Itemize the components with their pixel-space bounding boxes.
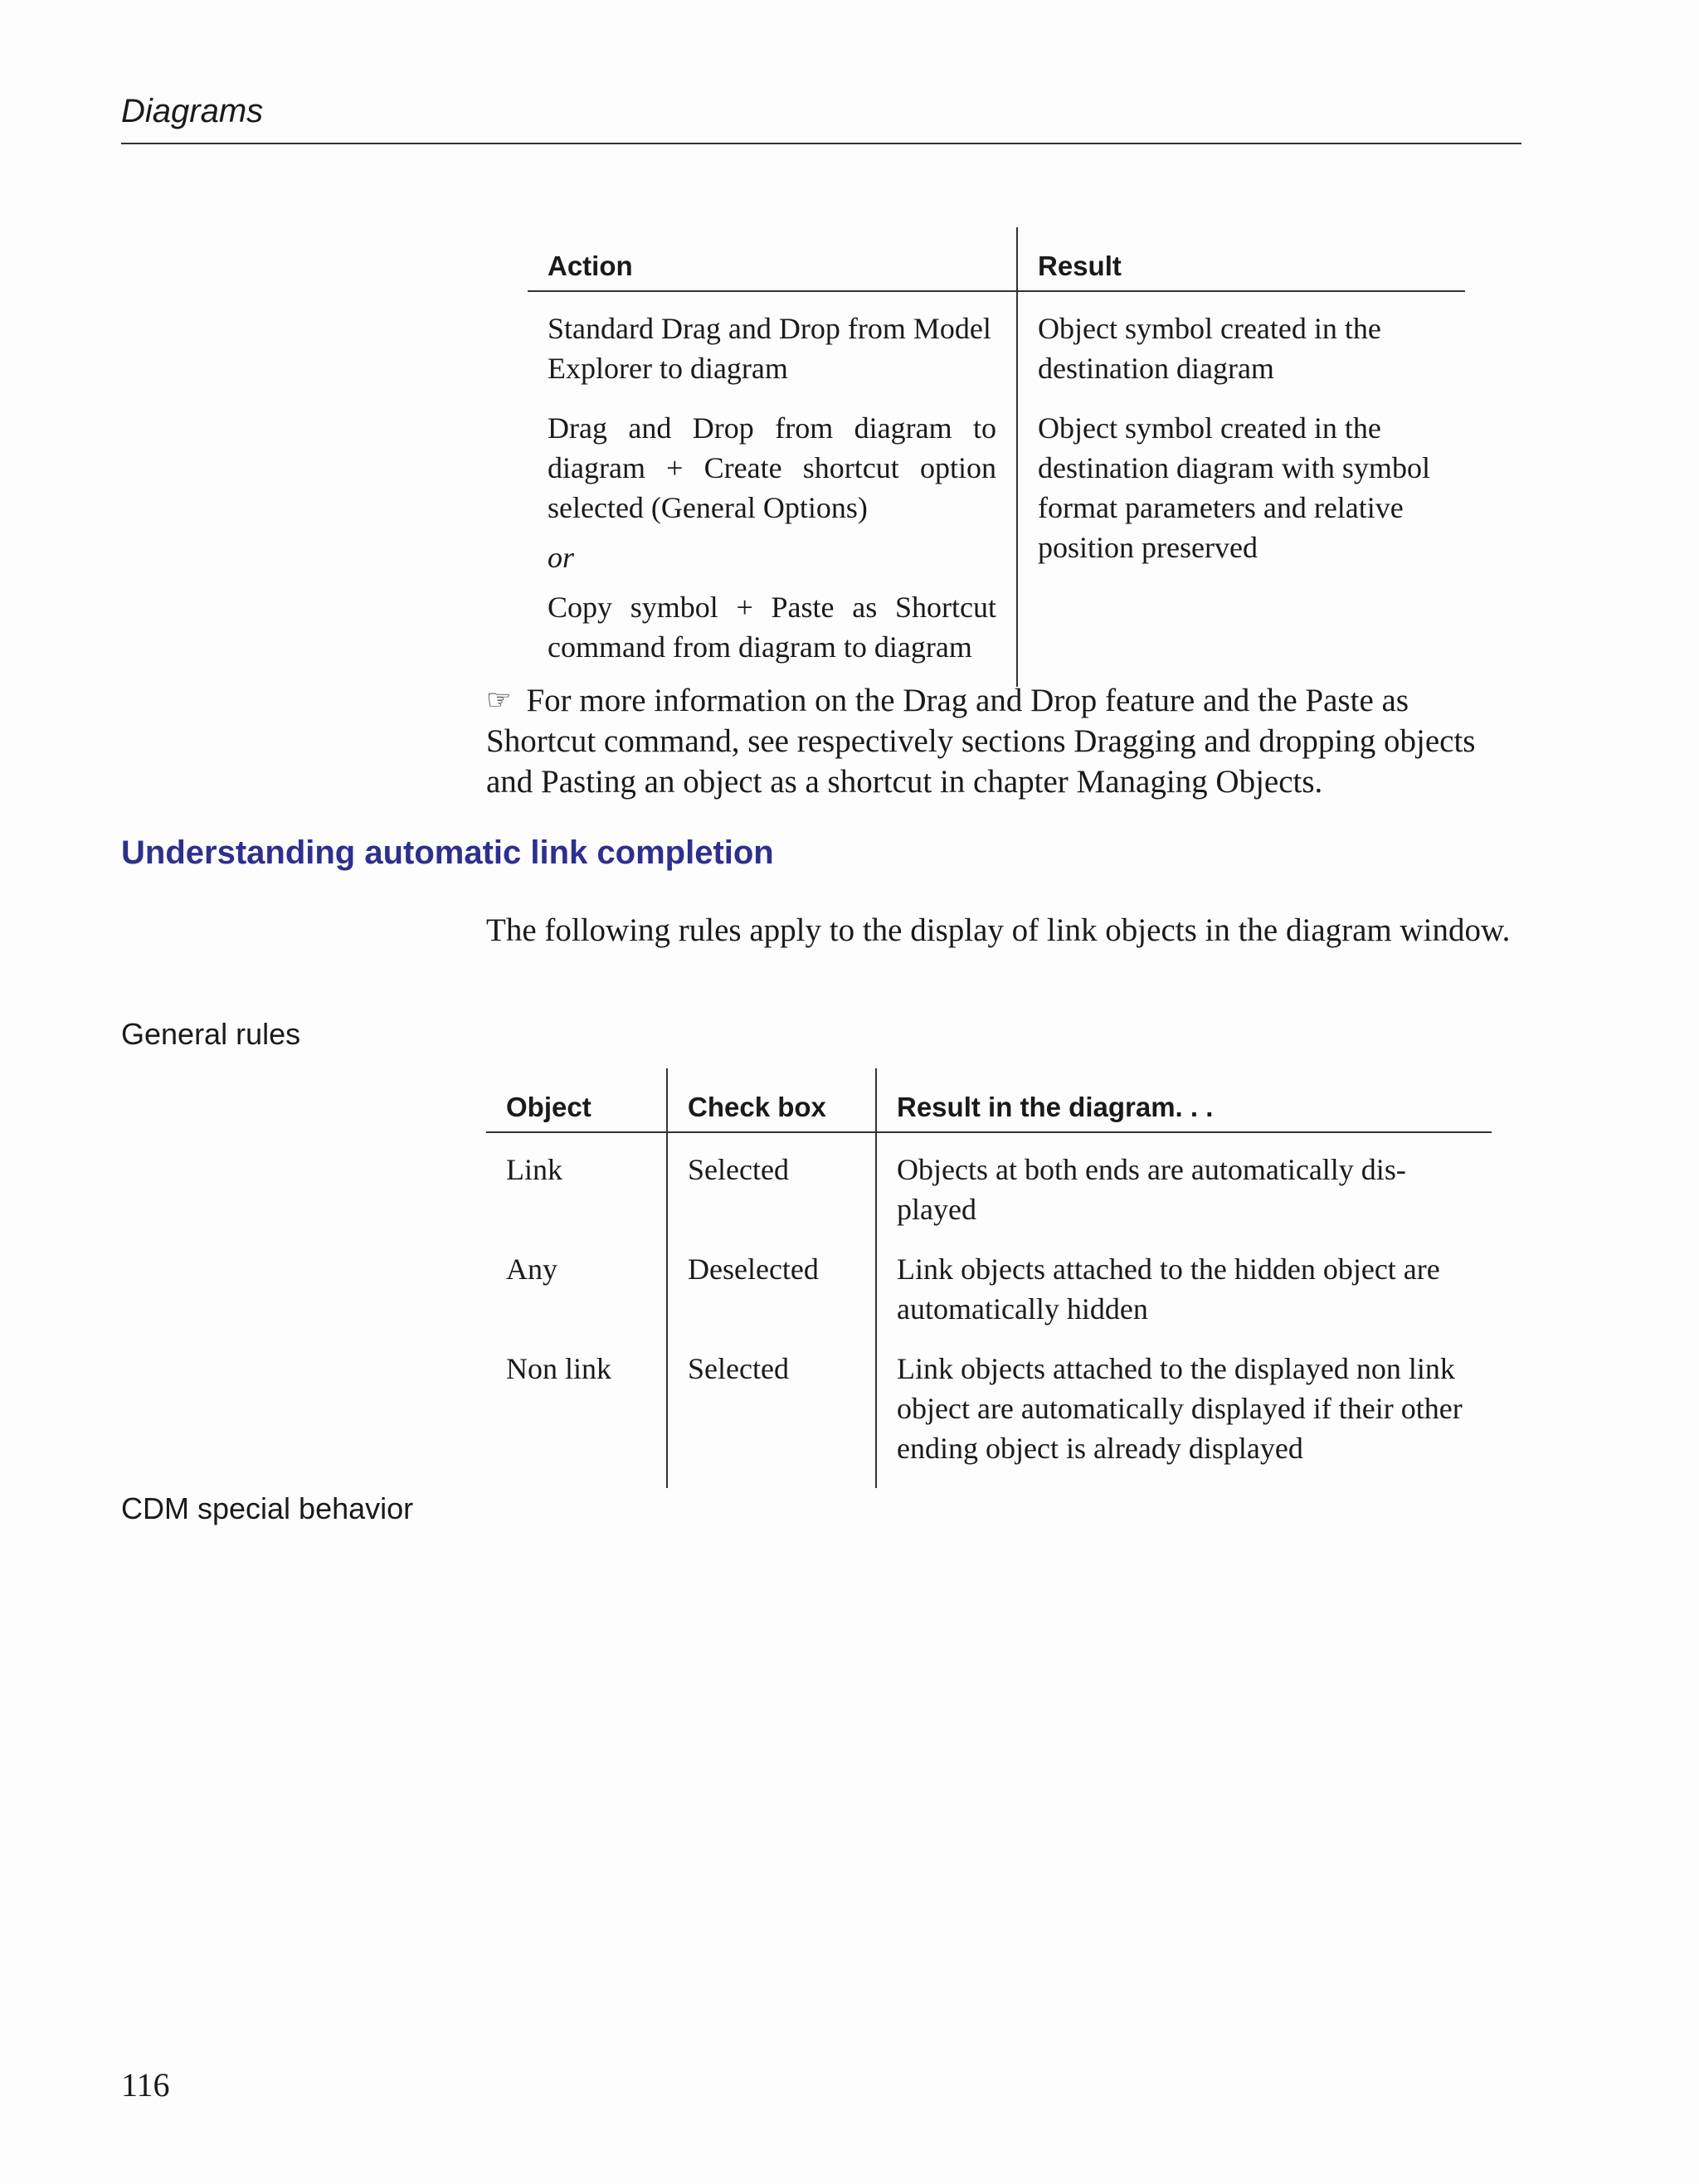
running-header: Diagrams <box>121 93 264 129</box>
link-rules-table <box>486 1068 1492 1488</box>
table-row <box>486 1132 1492 1249</box>
result-cell: Objects at both ends are automatically dis-played <box>897 1153 1406 1226</box>
page-number: 116 <box>121 2066 170 2104</box>
action-text: Copy symbol + Paste as Shortcut command from diagram to diagram <box>548 591 996 664</box>
note-text: For more information on the Drag and Drop feature and the Paste as Shortcut command, see respectively sections Dragging and dropping objects and Pasting an object as a shortcut in chapter Managing Objects. <box>486 683 1476 800</box>
action-or-text: or <box>548 541 575 574</box>
side-label-general-rules: General rules <box>121 1017 301 1051</box>
result-cell: Object symbol created in the destination diagram <box>1038 312 1381 385</box>
info-note <box>486 680 1515 802</box>
result-cell: Link objects attached to the hidden object are automatically hidden <box>897 1253 1440 1325</box>
action-result-table <box>528 227 1465 687</box>
column-header-action: Action <box>528 227 1017 291</box>
action-cell <box>528 291 1017 408</box>
column-header-check-box: Check box <box>667 1068 876 1132</box>
column-header-result: Result <box>1017 227 1465 291</box>
action-cell <box>528 408 1017 687</box>
column-header-object: Object <box>486 1068 667 1132</box>
action-text: Standard Drag and Drop from Model Explorer to diagram <box>548 312 991 385</box>
checkbox-state-cell: Deselected <box>667 1249 876 1349</box>
column-header-result-in-diagram: Result in the diagram. . . <box>876 1068 1492 1132</box>
checkbox-state-cell: Selected <box>667 1349 876 1488</box>
table-row <box>486 1249 1492 1349</box>
header-rule <box>121 143 1521 144</box>
table-row <box>528 291 1465 408</box>
result-cell: Link objects attached to the displayed non link object are automatically displayed if their other ending object is already displayed <box>897 1352 1463 1465</box>
section-heading: Understanding automatic link completion <box>121 834 774 871</box>
table-row <box>528 408 1465 687</box>
action-text: Drag and Drop from diagram to diagram + Create shortcut option selected (General Options) <box>548 411 996 524</box>
pointing-hand-icon: ☞ <box>486 683 512 717</box>
checkbox-state-cell: Selected <box>667 1132 876 1249</box>
object-cell: Any <box>486 1249 667 1349</box>
table-row <box>486 1349 1492 1488</box>
result-cell: Object symbol created in the destination diagram with symbol format parameters and relative position preserved <box>1038 411 1430 564</box>
object-cell: Non link <box>486 1349 667 1488</box>
table-header-row <box>528 227 1465 291</box>
side-label-cdm-special-behavior: CDM special behavior <box>121 1491 414 1525</box>
section-intro: The following rules apply to the display of link objects in the diagram window. <box>486 912 1511 948</box>
object-cell: Link <box>486 1132 667 1249</box>
table-header-row <box>486 1068 1492 1132</box>
